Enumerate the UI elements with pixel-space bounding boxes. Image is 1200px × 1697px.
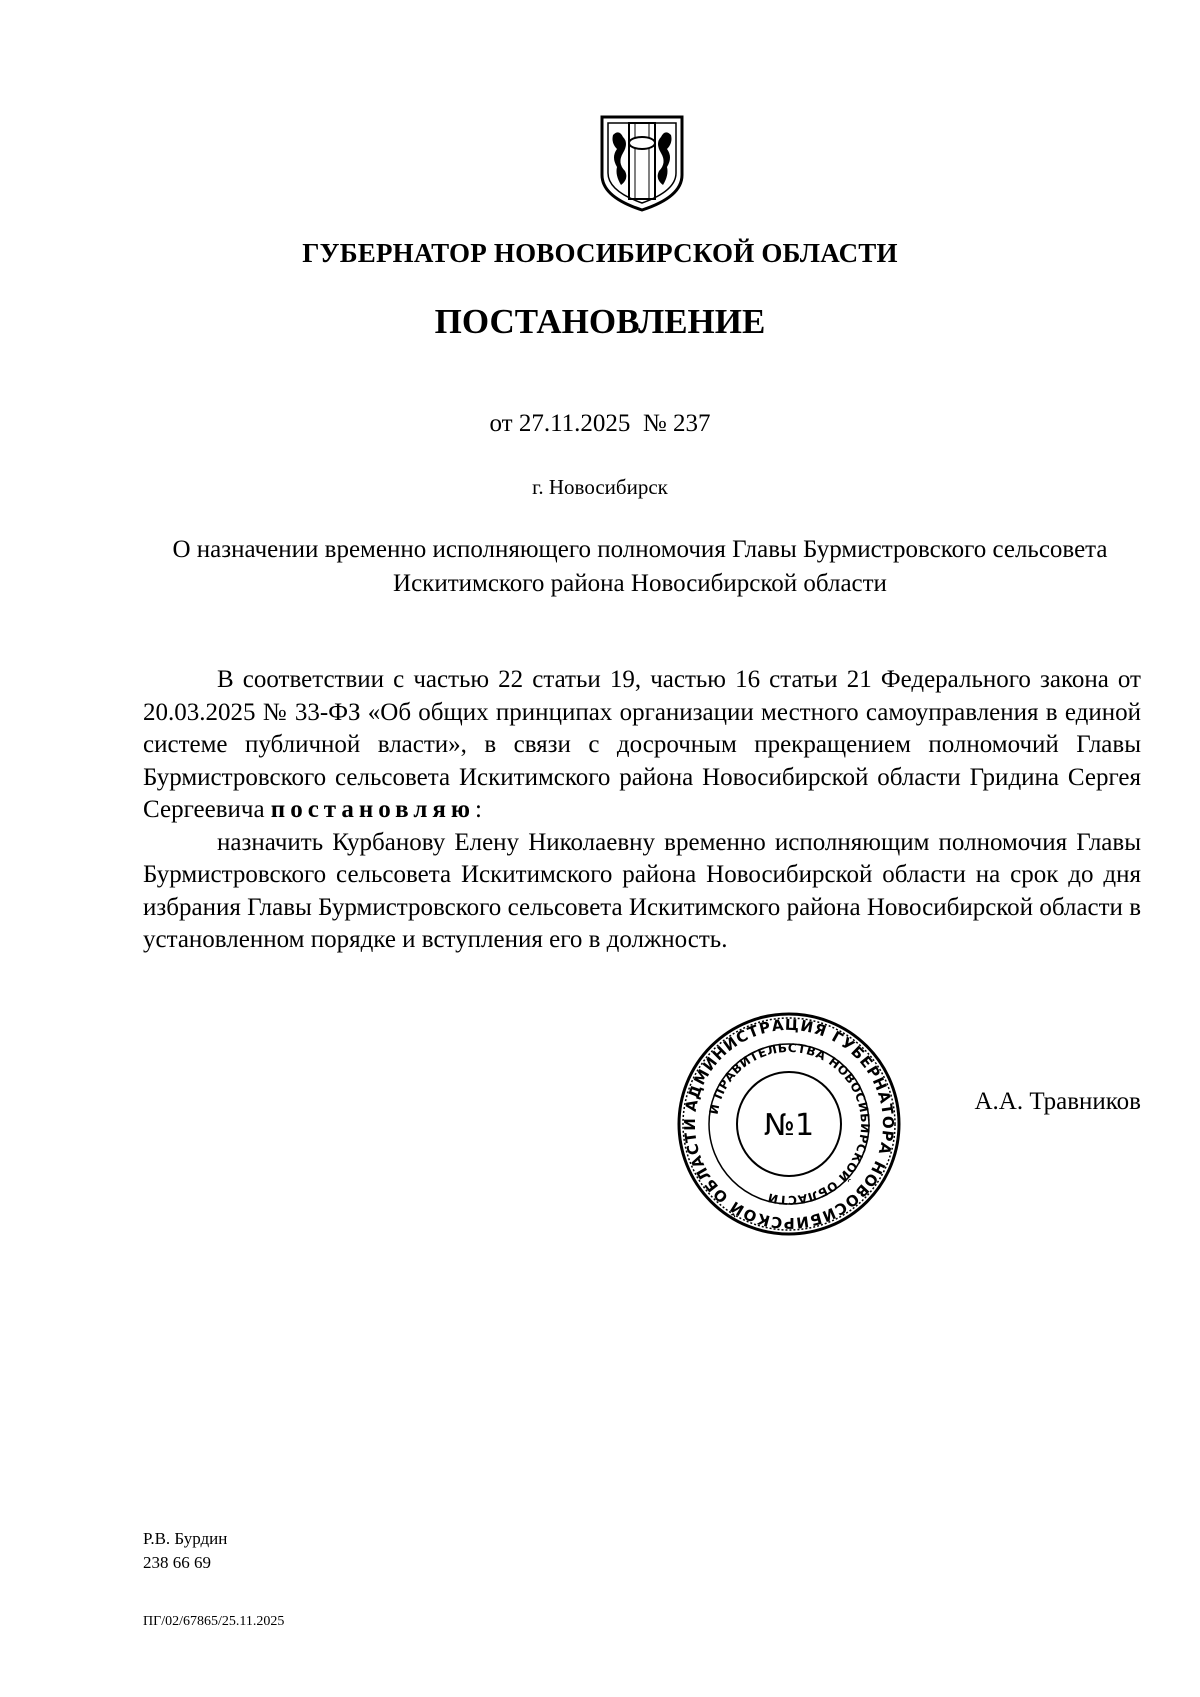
document-code: ПГ/02/67865/25.11.2025 [143, 1614, 285, 1629]
paragraph-1-text: В соответствии с частью 22 статьи 19, частью 16 статьи 21 Федерального закона от 20.03.2025 № 33-ФЗ «Об общих принципах организации местного самоуправления в единой системе публичной власти», в связи с досрочным прекращением полномочий Главы Бурмистровского сельсовета Искитимского района Новосибирской области Гридина Сергея Сергеевича [143, 666, 1141, 823]
seal-outer-text: АДМИНИСТРАЦИЯ ГУБЕРНАТОРА НОВОСИБИРСКОЙ ОБЛАСТИ [680, 1015, 898, 1233]
body-paragraph-1 [143, 664, 1141, 827]
coat-of-arms-icon [599, 113, 685, 213]
document-type: ПОСТАНОВЛЕНИЕ [434, 302, 766, 341]
resolve-keyword: постановляю [270, 796, 475, 823]
official-seal [676, 1011, 902, 1237]
seal-inner-text: И ПРАВИТЕЛЬСТВА НОВОСИБИРСКОЙ ОБЛАСТИ [706, 1040, 873, 1208]
body-paragraph-2: назначить Курбанову Елену Николаевну временно исполняющим полномочия Главы Бурмистровского сельсовета Искитимского района Новосибирской области на срок до дня избрания Главы Бурмистровского сельсовета Искитимского района Новосибирской области в установленном порядке и вступления его в должность. [143, 828, 1141, 953]
seal-number: №1 [763, 1108, 815, 1143]
document-title: О назначении временно исполняющего полномочия Главы Бурмистровского сельсовета Искитимского района Новосибирской области [172, 536, 1108, 597]
paragraph-1-end: : [475, 796, 482, 823]
issuing-authority: ГУБЕРНАТОР НОВОСИБИРСКОЙ ОБЛАСТИ [302, 238, 898, 268]
document-date-number: от 27.11.2025 № 237 [489, 410, 711, 437]
executor-phone: 238 66 69 [143, 1553, 211, 1572]
signer-name: А.А. Травников [974, 1088, 1141, 1115]
document-place: г. Новосибирск [532, 475, 668, 499]
executor-name: Р.В. Бурдин [143, 1529, 228, 1548]
document-body [143, 664, 1141, 957]
